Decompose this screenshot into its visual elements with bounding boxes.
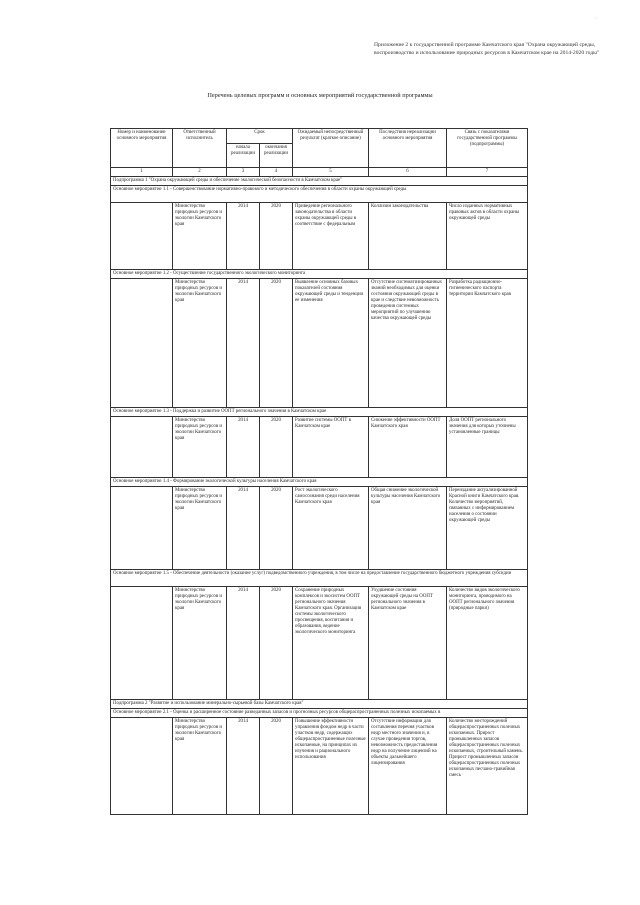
consequences-cell: Ухудшение состояния окружающей среды на ООПТ регионального значения в Камчатском крае: [369, 587, 447, 700]
section-row: [111, 709, 528, 718]
consequences-cell: Коллизии законодательства: [369, 203, 447, 270]
result-cell: Выявление основных базовых показателей состояния окружающей среды и тенденции ее изменения: [293, 279, 369, 408]
indicator-link-cell: Доля ООПТ регионального значения для которых уточнены установленные границы: [447, 417, 528, 478]
blank-cell: [111, 279, 173, 408]
column-number-row: [111, 168, 528, 177]
col-number: 2: [173, 168, 227, 177]
col-number: 5: [293, 168, 369, 177]
consequences-cell: Отсутствие информации для составления перечня участков недр местного значения и, в случае проведения торгов, невозможность предоставления недр на получение лицензий на объекты дальнейшего лицензирования: [369, 718, 447, 815]
section-title: Основное мероприятие 1.1 - Совершенствование нормативно-правового и методического обеспечения в области охраны окружающей среды: [111, 186, 528, 203]
scan-mark: ': [596, 18, 597, 23]
result-cell: Рост экологического самосознания среди населения Камчатского края: [293, 487, 369, 570]
end-year-cell: 2020: [260, 587, 293, 700]
section-row: [111, 177, 528, 186]
end-year-cell: 2020: [260, 279, 293, 408]
col-header-event: Номер и наименование основного мероприятия: [111, 129, 173, 168]
col-header-consequences: Последствия нереализации основного мероприятия: [369, 129, 447, 168]
table-row: [111, 487, 528, 570]
col-header-link: Связь с показателями государственной программы (подпрограммы): [447, 129, 528, 168]
table-row: [111, 279, 528, 408]
col-number: 7: [447, 168, 528, 177]
section-row: [111, 186, 528, 203]
section-title: Основное мероприятие 1.5 - Обеспечение деятельности (оказание услуг) подведомственного учреждения, в том числе на предоставление государственного бюджетного учреждения субсидии: [111, 570, 528, 587]
table-row: [111, 587, 528, 700]
start-year-cell: 2014: [227, 487, 260, 570]
blank-cell: [111, 417, 173, 478]
program-table: [110, 128, 528, 815]
executor-cell: Министерство природных ресурсов и экологии Камчатского края: [173, 279, 227, 408]
blank-cell: [111, 203, 173, 270]
col-header-start: начала реализации: [227, 143, 260, 167]
result-cell: Приведение регионального законодательства в области охраны окружающей среды в соответствие с федеральным: [293, 203, 369, 270]
executor-cell: Министерство природных ресурсов и экологии Камчатского края: [173, 203, 227, 270]
blank-cell: [111, 587, 173, 700]
table-row: [111, 203, 528, 270]
col-header-result: Ожидаемый непосредственный результат (краткое описание): [293, 129, 369, 168]
blank-cell: [111, 718, 173, 815]
col-number: 1: [111, 168, 173, 177]
appendix-note: Приложение 2 к государственной программе Камчатского края "Охрана окружающей среды, воспроизводство и использование природных ресурсов в Камчатском крае на 2014-2020 годы": [374, 42, 600, 56]
consequences-cell: Общая снижение экологической культуры населения Камчатского края: [369, 487, 447, 570]
start-year-cell: 2014: [227, 417, 260, 478]
section-title: Основное мероприятие 1.3 - Поддержка и развитие ООПТ регионального значения в Камчатском крае: [111, 408, 528, 417]
section-title: Основное мероприятие 1.4 - Формирование экологической культуры населения Камчатского края: [111, 478, 528, 487]
col-header-end: окончания реализации: [260, 143, 293, 167]
col-header-period: Срок: [227, 129, 293, 144]
result-cell: Развитие системы ООПТ в Камчатском крае: [293, 417, 369, 478]
section-title: Основное мероприятие 2.1 - Оценка и расширенное состояние разведанных запасов и прогнозных ресурсов общераспространенных полезных ископаемых в: [111, 709, 528, 718]
executor-cell: Министерство природных ресурсов и экологии Камчатского края: [173, 487, 227, 570]
col-number: 3: [227, 168, 260, 177]
blank-cell: [111, 487, 173, 570]
consequences-cell: Снижение эффективности ООПТ Камчатского края: [369, 417, 447, 478]
section-row: [111, 408, 528, 417]
table-row: [111, 417, 528, 478]
header-row: [111, 129, 528, 144]
result-cell: Повышение эффективности управления фондом недр в части участков недр, содержащих общераспространенные полезные ископаемые, на принципах их изучения и рационального использования: [293, 718, 369, 815]
consequences-cell: Отсутствие систематизированных знаний необходимых для оценки состояния окружающей среды в крае и следствие невозможность проведения системных мероприятий по улучшению качества окружающей среды: [369, 279, 447, 408]
section-row: [111, 478, 528, 487]
page-title: Перечень целевых программ и основных мероприятий государственной программы: [207, 92, 433, 99]
indicator-link-cell: Разработка радиационно-гигиенического паспорта территории Камчатского края: [447, 279, 528, 408]
start-year-cell: 2014: [227, 279, 260, 408]
executor-cell: Министерство природных ресурсов и экологии Камчатского края: [173, 587, 227, 700]
indicator-link-cell: Число изданных нормативных правовых актов в области охраны окружающей среды: [447, 203, 528, 270]
table-row: [111, 718, 528, 815]
section-row: [111, 270, 528, 279]
end-year-cell: 2020: [260, 487, 293, 570]
executor-cell: Министерство природных ресурсов и экологии Камчатского края: [173, 718, 227, 815]
col-header-executor: Ответственный исполнитель: [173, 129, 227, 168]
indicator-link-cell: Количество месторождений общераспространенных полезных ископаемых. Прирост промышленных запасов общераспространенных полезных ископаемых, строительный камень. Прирост промышленных запасов общераспространенных полезных ископаемых песчано-гравийная смесь: [447, 718, 528, 815]
section-title: Подпрограмма 2 "Развитие и использование минерально-сырьевой базы Камчатского края": [111, 700, 528, 709]
start-year-cell: 2014: [227, 587, 260, 700]
end-year-cell: 2020: [260, 718, 293, 815]
col-number: 6: [369, 168, 447, 177]
executor-cell: Министерство природных ресурсов и экологии Камчатского края: [173, 417, 227, 478]
start-year-cell: 2014: [227, 718, 260, 815]
section-title: Основное мероприятие 1.2 - Осуществление государственного экологического мониторинга: [111, 270, 528, 279]
start-year-cell: 2014: [227, 203, 260, 270]
indicator-link-cell: Переиздание актуализированной Красной книги Камчатского края. Количество мероприятий, связанных с информированием населения о состоянии окружающей среды: [447, 487, 528, 570]
col-number: 4: [260, 168, 293, 177]
section-row: [111, 700, 528, 709]
indicator-link-cell: Количество видов экологического мониторинга, проводимого на ООПТ регионального значения (природные парки): [447, 587, 528, 700]
end-year-cell: 2020: [260, 417, 293, 478]
section-title: Подпрограмма 1 "Охрана окружающей среды и обеспечение экологической безопасности в Камчатском крае": [111, 177, 528, 186]
result-cell: Сохранение природных комплексов и экосистем ООПТ регионального значения Камчатского края. Организация системы экологического просвещения, воспитания и образования, ведение экологического мониторинга: [293, 587, 369, 700]
end-year-cell: 2020: [260, 203, 293, 270]
section-row: [111, 570, 528, 587]
